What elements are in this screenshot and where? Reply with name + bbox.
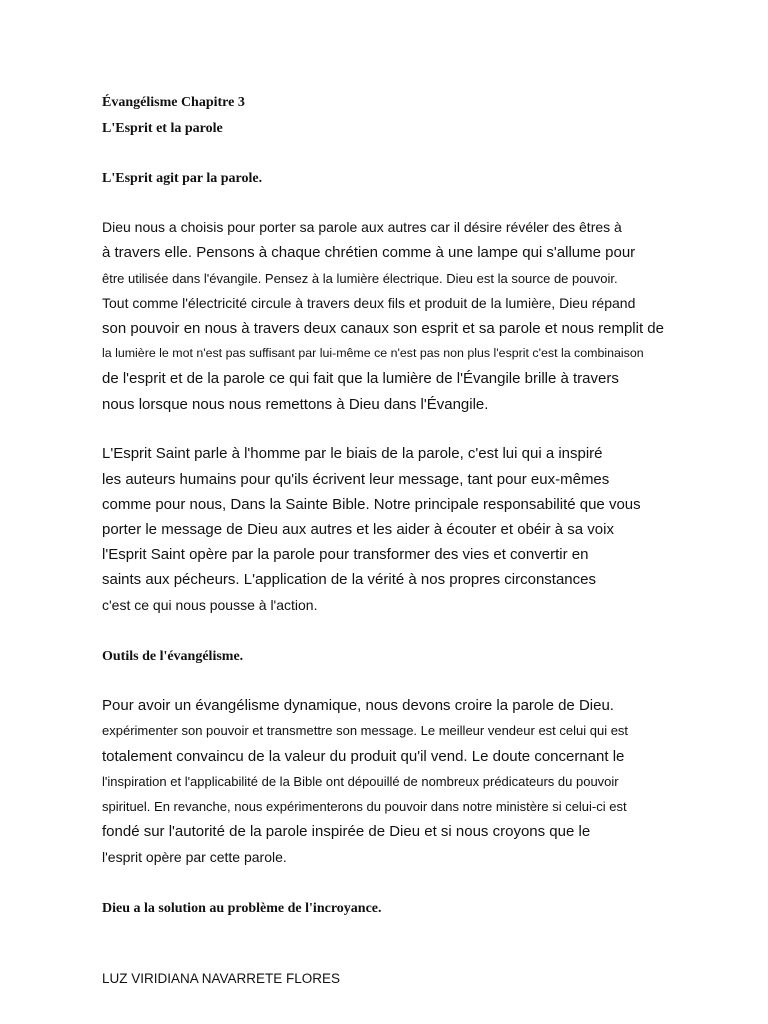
text-line: L'Esprit Saint parle à l'homme par le biais de la parole, c'est lui qui a inspiré	[102, 445, 603, 462]
section-heading: Outils de l'évangélisme.	[102, 649, 244, 664]
text-line: de l'esprit et de la parole ce qui fait que la lumière de l'Évangile brille à travers	[102, 370, 619, 387]
text-line: Tout comme l'électricité circule à travers deux fils et produit de la lumière, Dieu répand	[102, 295, 636, 311]
text-line: c'est ce qui nous pousse à l'action.	[102, 597, 318, 613]
text-line: fondé sur l'autorité de la parole inspirée de Dieu et si nous croyons que le	[102, 823, 591, 840]
text-line: être utilisée dans l'évangile. Pensez à la lumière électrique. Dieu est la source de pouvoir.	[102, 271, 618, 286]
text-line: comme pour nous, Dans la Sainte Bible. Notre principale responsabilité que vous	[102, 496, 641, 513]
text-line: nous lorsque nous nous remettons à Dieu dans l'Évangile.	[102, 396, 489, 413]
text-line: l'Esprit Saint opère par la parole pour transformer des vies et convertir en	[102, 546, 589, 563]
page-subtitle: L'Esprit et la parole	[102, 121, 223, 136]
page-title: Évangélisme Chapitre 3	[102, 95, 245, 110]
author-footer: LUZ VIRIDIANA NAVARRETE FLORES	[102, 971, 341, 986]
text-line: l'inspiration et l'applicabilité de la Bible ont dépouillé de nombreux prédicateurs du pouvoir	[102, 774, 619, 789]
text-line: l'esprit opère par cette parole.	[102, 849, 287, 865]
text-line: la lumière le mot n'est pas suffisant par lui-même ce n'est pas non plus l'esprit c'est la combinaison	[102, 346, 644, 360]
text-line: saints aux pécheurs. L'application de la vérité à nos propres circonstances	[102, 571, 596, 588]
text-line: Pour avoir un évangélisme dynamique, nous devons croire la parole de Dieu.	[102, 697, 614, 714]
text-line: son pouvoir en nous à travers deux canaux son esprit et sa parole et nous remplit de	[102, 320, 664, 337]
section-heading: Dieu a la solution au problème de l'incroyance.	[102, 901, 382, 916]
text-line: porter le message de Dieu aux autres et les aider à écouter et obéir à sa voix	[102, 521, 614, 538]
text-line: les auteurs humains pour qu'ils écrivent leur message, tant pour eux-mêmes	[102, 471, 610, 488]
section-heading: L'Esprit agit par la parole.	[102, 171, 263, 186]
text-line: spirituel. En revanche, nous expérimenterons du pouvoir dans notre ministère si celui-ci est	[102, 799, 627, 814]
text-line: à travers elle. Pensons à chaque chrétien comme à une lampe qui s'allume pour	[102, 244, 636, 261]
text-line: Dieu nous a choisis pour porter sa parole aux autres car il désire révéler des êtres à	[102, 219, 622, 235]
text-line: expérimenter son pouvoir et transmettre son message. Le meilleur vendeur est celui qui est	[102, 723, 629, 738]
text-line: totalement convaincu de la valeur du produit qu'il vend. Le doute concernant le	[102, 748, 625, 765]
